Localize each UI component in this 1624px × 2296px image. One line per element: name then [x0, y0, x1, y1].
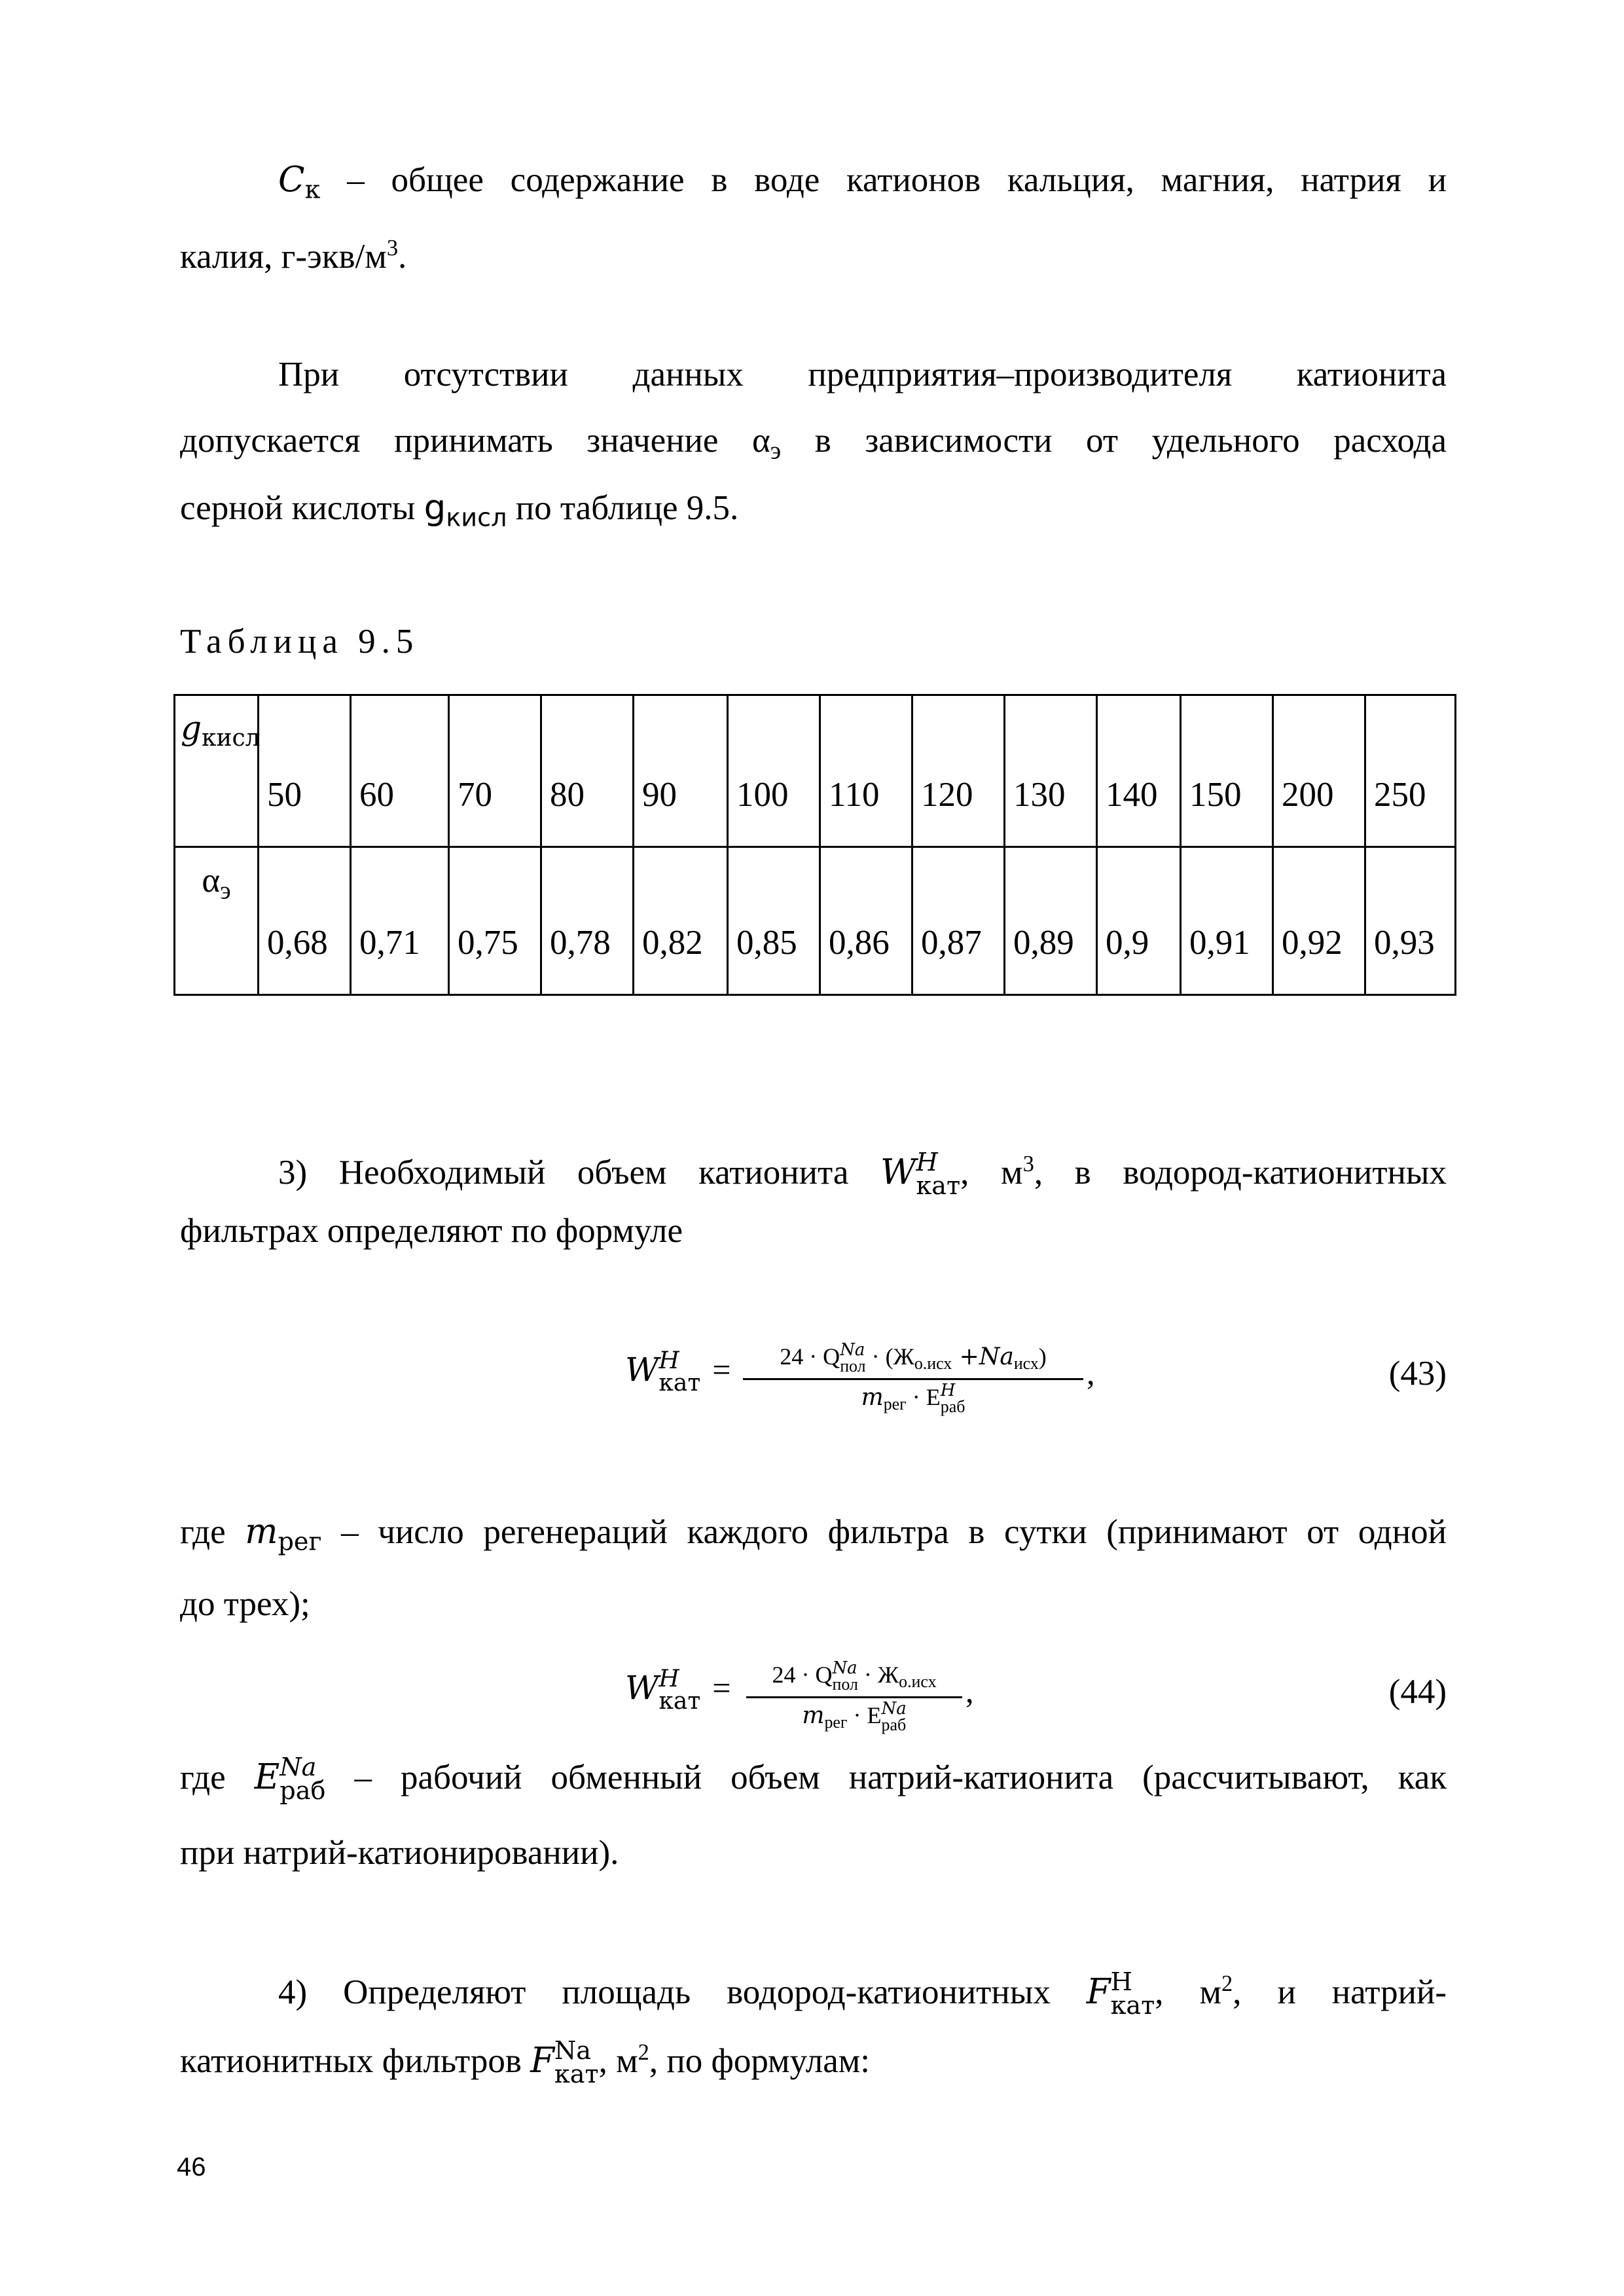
formula-43-comma: ,: [1087, 1355, 1095, 1391]
table-cell: 80: [541, 695, 634, 847]
equation-number-43: (43): [1388, 1355, 1447, 1393]
m-symbol: $m_{рег}$: [245, 1512, 322, 1556]
table-cell: 0,86: [820, 847, 912, 995]
page-number: 46: [177, 2153, 206, 2181]
g-symbol: $g_{кисл}$: [424, 488, 507, 532]
table-row-g: [175, 695, 1456, 847]
paragraph-absence-line3: серной кислоты $g_{кисл}$ по таблице 9.5.: [180, 488, 739, 532]
table-cell: 60: [351, 695, 449, 847]
formula-44-comma: ,: [965, 1673, 974, 1709]
table-cell: 0,92: [1273, 847, 1365, 995]
table-cell: 0,85: [728, 847, 820, 995]
table-cell: 0,89: [1005, 847, 1097, 995]
f-h-symbol: F H кат: [1086, 1967, 1155, 2020]
row-label-alpha: $\alpha_э$: [175, 847, 259, 995]
table-cell: 70: [449, 695, 541, 847]
paragraph-area-line1: 4) Определяют площадь водород-катионитных F H кат , $м^2$, и натрий-: [278, 1967, 1447, 2020]
formula-44-denominator: $m_{рег} \cdot E$ Na раб: [802, 1699, 907, 1734]
paragraph-ework-line1: где E Na раб – рабочий обменный объем натрий-катионита (рассчитывают, как: [180, 1752, 1447, 1806]
formula-44-numerator: 24 · Q Na пол · $Ж_{о.исх}$: [746, 1660, 962, 1698]
paragraph-ck-line1: $C_к$ – общее содержание в воде катионов кальция, магния, натрия и: [278, 160, 1447, 204]
table-cell: 90: [634, 695, 728, 847]
table-cell: 100: [728, 695, 820, 847]
ck-symbol: $C_к$: [278, 160, 321, 204]
table-cell: 0,71: [351, 847, 449, 995]
table-cell: 110: [820, 695, 912, 847]
paragraph-volume-line2: фильтрах определяют по формуле: [180, 1212, 683, 1250]
table-cell: 120: [912, 695, 1005, 847]
table-cell: 0,9: [1097, 847, 1181, 995]
f-na-symbol: F Na кат: [530, 2035, 599, 2088]
paragraph-absence-line2: допускается принимать значение $\alpha_э$ в зависимости от удельного расхода: [180, 422, 1447, 465]
table-9-5: [173, 694, 1456, 996]
table-cell: 0,75: [449, 847, 541, 995]
table-caption: Таблица 9.5: [180, 623, 420, 661]
paragraph-absence-line1: При отсутствии данных предприятия–производителя катионита: [278, 355, 1447, 393]
table-cell: 140: [1097, 695, 1181, 847]
table-cell: 150: [1181, 695, 1273, 847]
paragraph-area-line2: катионитных фильтров F Na кат , $м^2$, по формулам:: [180, 2035, 870, 2088]
formula-44-fraction: [746, 1660, 962, 1734]
table-cell: 0,68: [259, 847, 351, 995]
table-cell: 0,82: [634, 847, 728, 995]
paragraph-volume-line1: 3) Необходимый объем катионита W H кат , $м^3$, в водород-катионитных: [278, 1147, 1447, 1200]
formula-43-numerator: 24 · Q Na пол · $(Ж_{о.исх} +Na_{исх})$: [743, 1342, 1083, 1380]
row-label-g: $g_{кисл}$: [175, 695, 259, 847]
table-cell: 0,91: [1181, 847, 1273, 995]
formula-43-denominator: $m_{рег} \cdot E$ H раб: [861, 1381, 965, 1416]
formula-43-fraction: [743, 1342, 1083, 1415]
paragraph-mreg-line2: до трех);: [180, 1585, 310, 1623]
paragraph-ework-line2: при натрий-катионировании).: [180, 1834, 619, 1872]
paragraph-ck-line2: калия, $г-экв/м^3$.: [180, 236, 407, 276]
formula-44-lhs: W H кат =: [625, 1666, 731, 1715]
formula-43-lhs: W H кат =: [625, 1347, 731, 1397]
table-cell: 0,93: [1365, 847, 1456, 995]
table-cell: 0,78: [541, 847, 634, 995]
e-symbol: E Na раб: [254, 1752, 326, 1806]
table-cell: 250: [1365, 695, 1456, 847]
w-symbol: W H кат: [880, 1147, 961, 1200]
alpha-symbol: $\alpha_э$: [752, 422, 782, 465]
table-cell: 0,87: [912, 847, 1005, 995]
paragraph-mreg-line1: где $m_{рег}$ – число регенераций каждого фильтра в сутки (принимают от одной: [180, 1512, 1447, 1556]
table-row-alpha: [175, 847, 1456, 995]
table-cell: 50: [259, 695, 351, 847]
table-cell: 200: [1273, 695, 1365, 847]
table-cell: 130: [1005, 695, 1097, 847]
equation-number-44: (44): [1388, 1673, 1447, 1711]
